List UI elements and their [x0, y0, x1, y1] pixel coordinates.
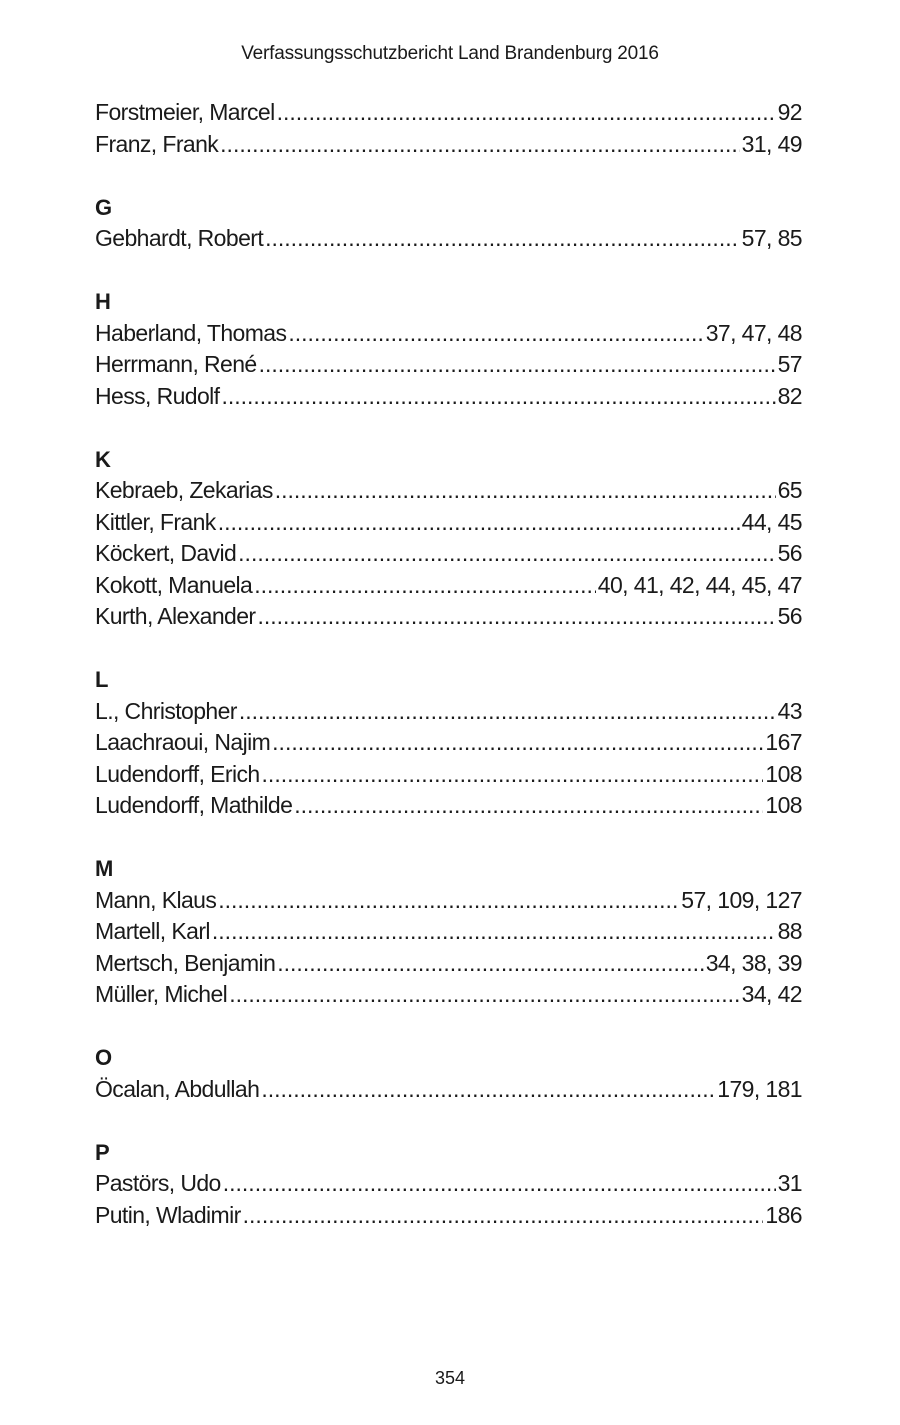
index-section-o: [95, 1042, 802, 1105]
dot-leader: [272, 727, 763, 759]
section-letter: O: [95, 1045, 113, 1070]
index-entry: [95, 475, 802, 507]
index-section-h: [95, 286, 802, 412]
entry-name: Putin, Wladimir: [95, 1201, 241, 1228]
entry-pages: 31: [777, 1170, 802, 1196]
entry-name: L., Christopher: [95, 697, 237, 724]
entry-pages: 82: [777, 382, 802, 409]
entry-pages: 56: [777, 603, 802, 629]
section-gap: [95, 1105, 802, 1137]
entry-name: Kebraeb, Zekarias: [95, 477, 273, 503]
name-index: [95, 97, 802, 1231]
entry-name: Öcalan, Abdullah: [95, 1075, 260, 1102]
entry-pages: 186: [765, 1201, 802, 1228]
dot-leader: [212, 916, 776, 948]
entry-name: Herrmann, René: [95, 351, 257, 377]
index-entry: [95, 1074, 802, 1106]
index-entry: [95, 129, 802, 161]
entry-name: Laachraoui, Najim: [95, 729, 271, 755]
entry-pages: 88: [777, 918, 802, 944]
index-entry: [95, 538, 802, 570]
dot-leader: [257, 601, 775, 633]
section-letter: H: [95, 289, 111, 314]
index-entry: [95, 601, 802, 633]
entry-name: Mertsch, Benjamin: [95, 949, 276, 976]
index-entry: [95, 759, 802, 791]
dot-leader: [275, 475, 776, 507]
index-section-p: [95, 1137, 802, 1232]
index-entry: [95, 349, 802, 381]
dot-leader: [239, 696, 776, 728]
index-entry: [95, 1200, 802, 1232]
index-section-k: [95, 444, 802, 633]
entry-pages: 179, 181: [717, 1075, 802, 1102]
entry-pages: 34, 38, 39: [705, 949, 802, 976]
section-gap: [95, 160, 802, 192]
dot-leader: [261, 1074, 715, 1106]
dot-leader: [243, 1200, 764, 1232]
index-entry: [95, 381, 802, 413]
entry-name: Kokott, Manuela: [95, 571, 253, 598]
section-gap: [95, 255, 802, 287]
entry-pages: 37, 47, 48: [705, 319, 802, 346]
entry-name: Ludendorff, Erich: [95, 760, 260, 787]
dot-leader: [223, 1168, 776, 1200]
entry-pages: 31, 49: [741, 130, 802, 157]
section-gap: [95, 822, 802, 854]
dot-leader: [218, 885, 679, 917]
entry-pages: 92: [777, 99, 802, 125]
entry-pages: 44, 45: [741, 508, 802, 535]
index-entry: [95, 916, 802, 948]
index-entry: [95, 1168, 802, 1200]
dot-leader: [220, 129, 739, 161]
index-entry: [95, 790, 802, 822]
entry-pages: 57, 85: [741, 225, 802, 251]
dot-leader: [265, 223, 740, 255]
entry-name: Forstmeier, Marcel: [95, 99, 275, 125]
entry-name: Haberland, Thomas: [95, 319, 287, 346]
entry-name: Gebhardt, Robert: [95, 225, 264, 251]
index-section-f: [95, 97, 802, 160]
dot-leader: [294, 790, 763, 822]
entry-name: Martell, Karl: [95, 918, 210, 944]
entry-name: Kittler, Frank: [95, 508, 216, 535]
entry-name: Ludendorff, Mathilde: [95, 792, 293, 818]
entry-pages: 57, 109, 127: [681, 886, 802, 913]
section-letter: L: [95, 667, 109, 692]
index-entry: [95, 570, 802, 602]
section-gap: [95, 1011, 802, 1043]
entry-pages: 65: [777, 477, 802, 503]
entry-pages: 108: [765, 792, 802, 818]
index-entry: [95, 979, 802, 1011]
index-entry: [95, 727, 802, 759]
index-entry: [95, 97, 802, 129]
section-letter: P: [95, 1139, 110, 1165]
entry-pages: 34, 42: [741, 981, 802, 1007]
dot-leader: [277, 97, 776, 129]
index-section-g: [95, 192, 802, 255]
running-header: Verfassungsschutzbericht Land Brandenburg 2016: [241, 43, 659, 64]
entry-name: Kurth, Alexander: [95, 603, 256, 629]
index-section-m: [95, 853, 802, 1011]
index-entry: [95, 948, 802, 980]
section-letter: K: [95, 446, 111, 472]
index-entry: [95, 885, 802, 917]
index-section-l: [95, 664, 802, 822]
entry-name: Hess, Rudolf: [95, 382, 220, 409]
dot-leader: [259, 349, 776, 381]
dot-leader: [254, 570, 596, 602]
index-entry: [95, 507, 802, 539]
entry-name: Pastörs, Udo: [95, 1170, 221, 1196]
index-entry: [95, 223, 802, 255]
page-number: 354: [434, 1368, 466, 1388]
entry-pages: 108: [765, 760, 802, 787]
dot-leader: [262, 759, 764, 791]
dot-leader: [229, 979, 739, 1011]
dot-leader: [218, 507, 740, 539]
dot-leader: [221, 381, 775, 413]
index-entry: [95, 696, 802, 728]
section-gap: [95, 633, 802, 665]
section-letter: G: [95, 194, 113, 220]
section-letter: M: [95, 856, 114, 881]
entry-name: Müller, Michel: [95, 981, 228, 1007]
entry-pages: 57: [777, 351, 802, 377]
entry-pages: 43: [777, 697, 802, 724]
entry-pages: 40, 41, 42, 44, 45, 47: [597, 571, 802, 598]
dot-leader: [277, 948, 703, 980]
entry-pages: 167: [765, 729, 802, 755]
entry-name: Franz, Frank: [95, 130, 219, 157]
entry-name: Mann, Klaus: [95, 886, 217, 913]
entry-name: Köckert, David: [95, 540, 237, 566]
index-entry: [95, 318, 802, 350]
entry-pages: 56: [777, 540, 802, 566]
dot-leader: [238, 538, 775, 570]
section-gap: [95, 412, 802, 444]
dot-leader: [288, 318, 703, 350]
